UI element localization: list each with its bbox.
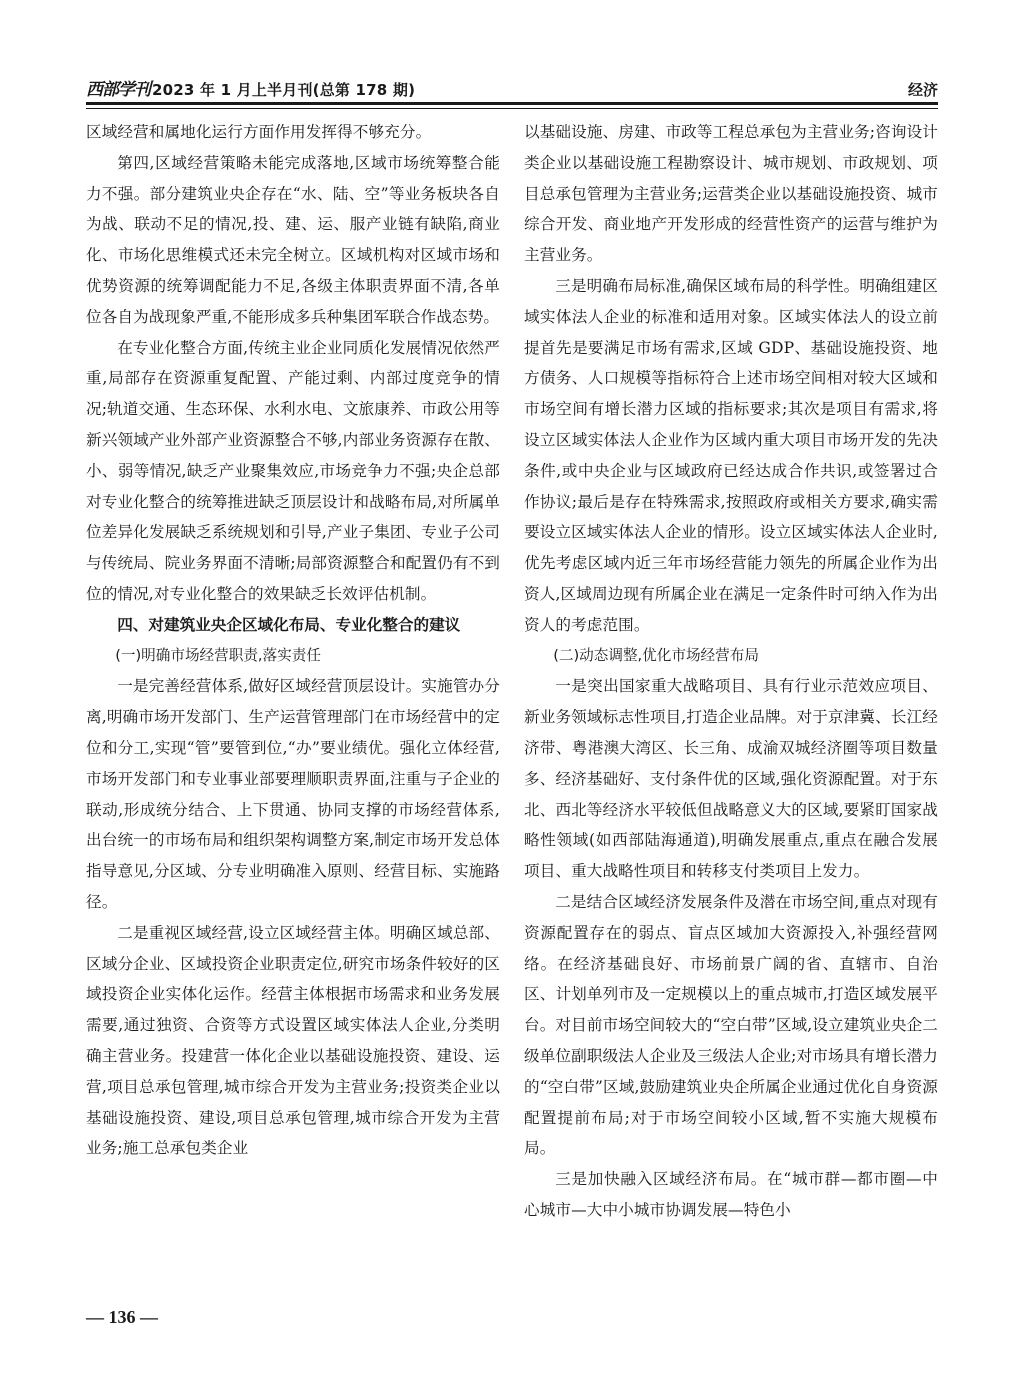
header-rule-thick bbox=[86, 102, 938, 105]
section-heading: 四、对建筑业央企区域化布局、专业化整合的建议 bbox=[117, 615, 461, 634]
paragraph: 三是加快融入区域经济布局。在“城市群—都市圈—中心城市—大中小城市协调发展—特色小 bbox=[524, 1170, 938, 1219]
left-column bbox=[86, 117, 500, 1164]
issue-info: 2023 年 1 月上半月刊(总第 178 期) bbox=[152, 81, 416, 99]
subsection-heading: (一)明确市场经营职责,落实责任 bbox=[115, 646, 321, 664]
paragraph: 一是完善经营体系,做好区域经营顶层设计。实施管办分离,明确市场开发部门、生产运营管理部门在市场经营中的定位和分工,实现“管”要管到位,“办”要业绩优。强化立体经营,市场开发部门和专业事业部要理顺职责界面,注重与子企业的联动,形成统分结合、上下贯通、协同支撑的市场经营体系,出台统一的市场布局和组织架构调整方案,制定市场开发总体指导意见,分区域、分专业明确准入原则、经营目标、实施路径。 bbox=[86, 677, 500, 911]
section-label: 经济 bbox=[907, 81, 938, 99]
header-rule-thin bbox=[86, 108, 938, 109]
subsection-heading: (二)动态调整,优化市场经营布局 bbox=[553, 646, 759, 664]
journal-logo: 西部学刊 bbox=[86, 80, 150, 100]
page-number: — 136 — bbox=[86, 1306, 158, 1327]
paragraph: 二是结合区域经济发展条件及潜在市场空间,重点对现有资源配置存在的弱点、盲点区域加大资源投入,补强经营网络。在经济基础良好、市场前景广阔的省、直辖市、自治区、计划单列市及一定规模以上的重点城市,打造区域发展平台。对目前市场空间较大的“空白带”区域,设立建筑业央企二级单位副职级法人企业及三级法人企业;对市场具有增长潜力的“空白带”区域,鼓励建筑业央企所属企业通过优化自身资源配置提前布局;对于市场空间较小区域,暂不实施大规模布局。 bbox=[524, 892, 938, 1158]
paragraph: 第四,区域经营策略未能完成落地,区域市场统筹整合能力不强。部分建筑业央企存在“水、陆、空”等业务板块各自为战、联动不足的情况,投、建、运、服产业链有缺陷,商业化、市场化思维模式还未完全树立。区域机构对区域市场和优势资源的统筹调配能力不足,各级主体职责界面不清,各单位各自为战现象严重,不能形成多兵种集团军联合作战态势。 bbox=[86, 153, 500, 326]
paragraph: 一是突出国家重大战略项目、具有行业示范效应项目、新业务领域标志性项目,打造企业品牌。对于京津冀、长江经济带、粤港澳大湾区、长三角、成渝双城经济圈等项目数量多、经济基础好、支付条件优的区域,强化资源配置。对于东北、西北等经济水平较低但战略意义大的区域,要紧盯国家战略性领域(如西部陆海通道),明确发展重点,重点在融合发展项目、重大战略性项目和转移支付类项目上发力。 bbox=[524, 677, 938, 881]
paragraph: 三是明确布局标准,确保区域布局的科学性。明确组建区域实体法人企业的标准和适用对象。区域实体法人的设立前提首先是要满足市场有需求,区域 GDP、基础设施投资、地方债务、人口规模等指标符合上述市场空间相对较大区域和市场空间有增长潜力区域的指标要求;其次是项目有需求,将设立区域实体法人企业作为区域内重大项目市场开发的先决条件,或中央企业与区域政府已经达成合作共识,或签署过合作协议;最后是存在特殊需求,按照政府或相关方要求,确实需要设立区域实体法人企业的情形。设立区域实体法人企业时,优先考虑区域内近三年市场经营能力领先的所属企业作为出资人,区域周边现有所属企业在满足一定条件时可纳入作为出资人的考虑范围。 bbox=[524, 276, 938, 634]
paragraph: 在专业化整合方面,传统主业企业同质化发展情况依然严重,局部存在资源重复配置、产能过剩、内部过度竞争的情况;轨道交通、生态环保、水利水电、文旅康养、市政公用等新兴领域产业外部产业资源整合不够,内部业务资源存在散、小、弱等情况,缺乏产业聚集效应,市场竞争力不强;央企总部对专业化整合的统筹推进缺乏顶层设计和战略布局,对所属单位差异化发展缺乏系统规划和引导,产业子集团、专业子公司与传统局、院业务界面不清晰;局部资源整合和配置仍有不到位的情况,对专业化整合的效果缺乏长效评估机制。 bbox=[86, 338, 500, 603]
page-header bbox=[86, 74, 938, 100]
paragraph: 区域经营和属地化运行方面作用发挥得不够充分。 bbox=[86, 123, 432, 141]
paragraph: 以基础设施、房建、市政等工程总承包为主营业务;咨询设计类企业以基础设施工程勘察设计、城市规划、市政规划、项目总承包管理为主营业务;运营类企业以基础设施投资、城市综合开发、商业地产开发形成的经营性资产的运营与维护为主营业务。 bbox=[524, 123, 938, 265]
right-column bbox=[524, 117, 938, 1226]
journal-issue bbox=[86, 75, 415, 100]
paragraph: 二是重视区域经营,设立区域经营主体。明确区域总部、区域分企业、区域投资企业职责定位,研究市场条件较好的区域投资企业实体化运作。经营主体根据市场需求和业务发展需要,通过独资、合资等方式设置区域实体法人企业,分类明确主营业务。投建营一体化企业以基础设施投资、建设、运营,项目总承包管理,城市综合开发为主营业务;投资类企业以基础设施投资、建设,项目总承包管理,城市综合开发为主营业务;施工总承包类企业 bbox=[86, 923, 500, 1158]
